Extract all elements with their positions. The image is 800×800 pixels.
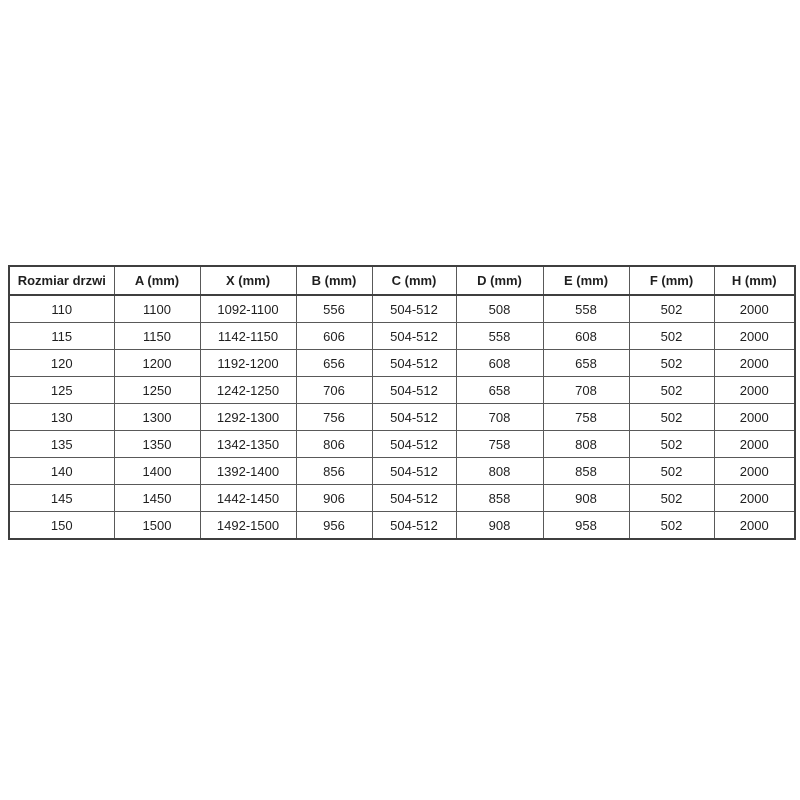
table-cell: 502 [629, 485, 714, 512]
table-cell: 120 [9, 350, 114, 377]
table-cell: 1250 [114, 377, 200, 404]
table-cell: 502 [629, 404, 714, 431]
table-cell: 502 [629, 295, 714, 323]
table-cell: 502 [629, 431, 714, 458]
table-row [9, 404, 795, 431]
table-cell: 1350 [114, 431, 200, 458]
table-cell: 145 [9, 485, 114, 512]
table-cell: 658 [456, 377, 543, 404]
table-cell: 140 [9, 458, 114, 485]
table-cell: 2000 [714, 458, 795, 485]
table-cell: 2000 [714, 377, 795, 404]
table-cell: 808 [543, 431, 629, 458]
table-cell: 502 [629, 350, 714, 377]
table-cell: 1392-1400 [200, 458, 296, 485]
table-cell: 1400 [114, 458, 200, 485]
table-cell: 502 [629, 323, 714, 350]
table-row [9, 512, 795, 540]
table-cell: 556 [296, 295, 372, 323]
table-cell: 2000 [714, 512, 795, 540]
table-cell: 558 [456, 323, 543, 350]
table-cell: 656 [296, 350, 372, 377]
table-cell: 608 [456, 350, 543, 377]
table-cell: 958 [543, 512, 629, 540]
table-cell: 706 [296, 377, 372, 404]
table-cell: 1492-1500 [200, 512, 296, 540]
table-cell: 908 [456, 512, 543, 540]
table-cell: 1450 [114, 485, 200, 512]
column-header: A (mm) [114, 266, 200, 295]
table-cell: 908 [543, 485, 629, 512]
table-cell: 504-512 [372, 404, 456, 431]
table-cell: 504-512 [372, 485, 456, 512]
table-cell: 1442-1450 [200, 485, 296, 512]
table-cell: 806 [296, 431, 372, 458]
table-header [9, 266, 795, 295]
column-header: C (mm) [372, 266, 456, 295]
table-cell: 708 [543, 377, 629, 404]
table-cell: 2000 [714, 295, 795, 323]
table-cell: 502 [629, 458, 714, 485]
table-cell: 504-512 [372, 512, 456, 540]
table-cell: 502 [629, 377, 714, 404]
table-cell: 756 [296, 404, 372, 431]
table-cell: 504-512 [372, 431, 456, 458]
table-cell: 758 [456, 431, 543, 458]
table-cell: 135 [9, 431, 114, 458]
table-cell: 2000 [714, 485, 795, 512]
column-header: F (mm) [629, 266, 714, 295]
table-cell: 606 [296, 323, 372, 350]
table-cell: 504-512 [372, 458, 456, 485]
column-header: X (mm) [200, 266, 296, 295]
table-cell: 1292-1300 [200, 404, 296, 431]
table-cell: 658 [543, 350, 629, 377]
table-cell: 504-512 [372, 350, 456, 377]
table-cell: 504-512 [372, 295, 456, 323]
table-cell: 856 [296, 458, 372, 485]
table-cell: 1192-1200 [200, 350, 296, 377]
table-cell: 2000 [714, 404, 795, 431]
table-cell: 708 [456, 404, 543, 431]
column-header: H (mm) [714, 266, 795, 295]
column-header: E (mm) [543, 266, 629, 295]
table-cell: 808 [456, 458, 543, 485]
table-row [9, 485, 795, 512]
table-cell: 504-512 [372, 377, 456, 404]
table-cell: 858 [543, 458, 629, 485]
table-cell: 1142-1150 [200, 323, 296, 350]
table-cell: 110 [9, 295, 114, 323]
table-cell: 1300 [114, 404, 200, 431]
table-cell: 502 [629, 512, 714, 540]
table-cell: 2000 [714, 350, 795, 377]
table-cell: 608 [543, 323, 629, 350]
door-size-spec-table [8, 265, 796, 540]
table-cell: 115 [9, 323, 114, 350]
table-cell: 1342-1350 [200, 431, 296, 458]
table-body [9, 295, 795, 539]
table-cell: 1092-1100 [200, 295, 296, 323]
table-cell: 1150 [114, 323, 200, 350]
table-cell: 504-512 [372, 323, 456, 350]
table-cell: 2000 [714, 431, 795, 458]
table-cell: 956 [296, 512, 372, 540]
table-cell: 858 [456, 485, 543, 512]
table-row [9, 431, 795, 458]
column-header: Rozmiar drzwi [9, 266, 114, 295]
table-cell: 150 [9, 512, 114, 540]
table-cell: 125 [9, 377, 114, 404]
table-row [9, 295, 795, 323]
column-header: D (mm) [456, 266, 543, 295]
table-cell: 758 [543, 404, 629, 431]
table-row [9, 377, 795, 404]
table-cell: 1242-1250 [200, 377, 296, 404]
table-row [9, 350, 795, 377]
table-cell: 1100 [114, 295, 200, 323]
table-cell: 906 [296, 485, 372, 512]
table-cell: 2000 [714, 323, 795, 350]
table-row [9, 323, 795, 350]
column-header: B (mm) [296, 266, 372, 295]
header-row [9, 266, 795, 295]
table-cell: 1500 [114, 512, 200, 540]
table-row [9, 458, 795, 485]
table-cell: 1200 [114, 350, 200, 377]
table-cell: 130 [9, 404, 114, 431]
table-cell: 508 [456, 295, 543, 323]
table-cell: 558 [543, 295, 629, 323]
